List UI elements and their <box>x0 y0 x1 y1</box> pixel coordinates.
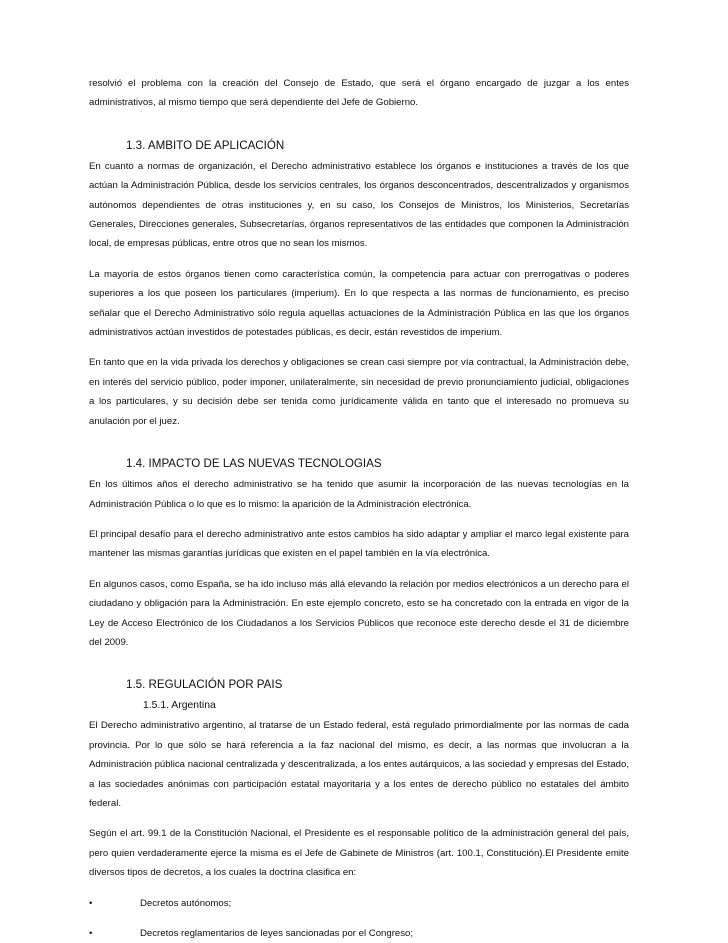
paragraph: En tanto que en la vida privada los derechos y obligaciones se crean casi siempre por vía contractual, la Administración debe, en interés del servicio público, poder imponer, unilateralmente, sin necesidad de previo pronunciamiento judicial, obligaciones a los particulares, y su decisión debe ser tenida como jurídicamente válida en tanto que el interesado no promueva su anulación por el juez. <box>89 357 629 427</box>
document-page <box>89 74 629 943</box>
section-heading-ambito: 1.3. AMBITO DE APLICACIÓN <box>126 138 285 152</box>
section-heading-impacto: 1.4. IMPACTO DE LAS NUEVAS TECNOLOGIAS <box>126 457 382 471</box>
subsection-heading-argentina: 1.5.1. Argentina <box>143 700 216 712</box>
list-item <box>89 894 629 913</box>
list-item-text: Decretos autónomos; <box>140 897 232 909</box>
paragraph: El Derecho administrativo argentino, al tratarse de un Estado federal, está regulado primordialmente por las normas de cada provincia. Por lo que sólo se hará referencia a la faz nacional del mismo, es decir, a las normas que involucran a la Administración pública nacional centralizada y descentralizada, a los entes autárquicos, a las sociedad y empresas del Estado, a las sociedades anónimas con participación estatal mayoritaria y a los entes de derecho público no estatales del ámbito federal. <box>89 720 629 809</box>
paragraph: La mayoría de estos órganos tienen como característica común, la competencia para actuar con prerrogativas o poderes superiores a los que poseen los particulares (imperium). En lo que respecta a las normas de funcionamiento, es preciso señalar que el Derecho Administrativo sólo regula aquellas actuaciones de la Administración Pública en las que los órganos administrativos actúan investidos de potestades públicas, es decir, están revestidos de imperium. <box>89 268 629 339</box>
paragraph: En los últimos años el derecho administrativo se ha tenido que asumir la incorporación de las nuevas tecnologías en la Administración Pública o lo que es lo mismo: la aparición de la Administración electrónica. <box>89 479 629 510</box>
bullet-mark: • <box>89 897 93 909</box>
paragraph: En algunos casos, como España, se ha ido incluso más allá elevando la relación por medios electrónicos a un derecho para el ciudadano y obligación para la Administración. En este ejemplo concreto, esto se ha concretado con la entrada en vigor de la Ley de Acceso Electrónico de los Ciudadanos a los Servicios Públicos que reconoce este derecho desde el 31 de diciembre del 2009. <box>89 578 629 648</box>
paragraph: Según el art. 99.1 de la Constitución Nacional, el Presidente es el responsable político de la administración general del país, pero quien verdaderamente ejerce la misma es el Jefe de Gabinete de Ministros (art. 100.1, Constitución).El Presidente emite diversos tipos de decretos, a los cuales la doctrina clasifica en: <box>89 828 629 879</box>
intro-paragraph: resolvió el problema con la creación del Consejo de Estado, que será el órgano encargado de juzgar a los entes administrativos, al mismo tiempo que será dependiente del Jefe de Gobierno. <box>89 78 629 109</box>
paragraph: En cuanto a normas de organización, el Derecho administrativo establece los órganos e instituciones a través de los que actúan la Administración Pública, desde los servicios centrales, los órganos desconcentrados, descentralizados y organismos autónomos dependientes de otras instituciones y, en su caso, los Consejos de Ministros, los Ministerios, Secretarías Generales, Direcciones generales, Subsecretarías, órganos representativos de las entidades que componen la Administración local, de empresas públicas, entre otros que no sean los mismos. <box>89 160 629 250</box>
paragraph: El principal desafío para el derecho administrativo ante estos cambios ha sido adaptar y ampliar el marco legal existente para mantener las mismas garantías jurídicas que existen en el papel también en la vía electrónica. <box>89 528 629 560</box>
list-item <box>89 924 629 943</box>
list-item-text: Decretos reglamentarios de leyes sancionadas por el Congreso; <box>140 928 414 939</box>
section-heading-regulacion: 1.5. REGULACIÓN POR PAIS <box>126 678 283 692</box>
bullet-mark: • <box>89 928 93 939</box>
